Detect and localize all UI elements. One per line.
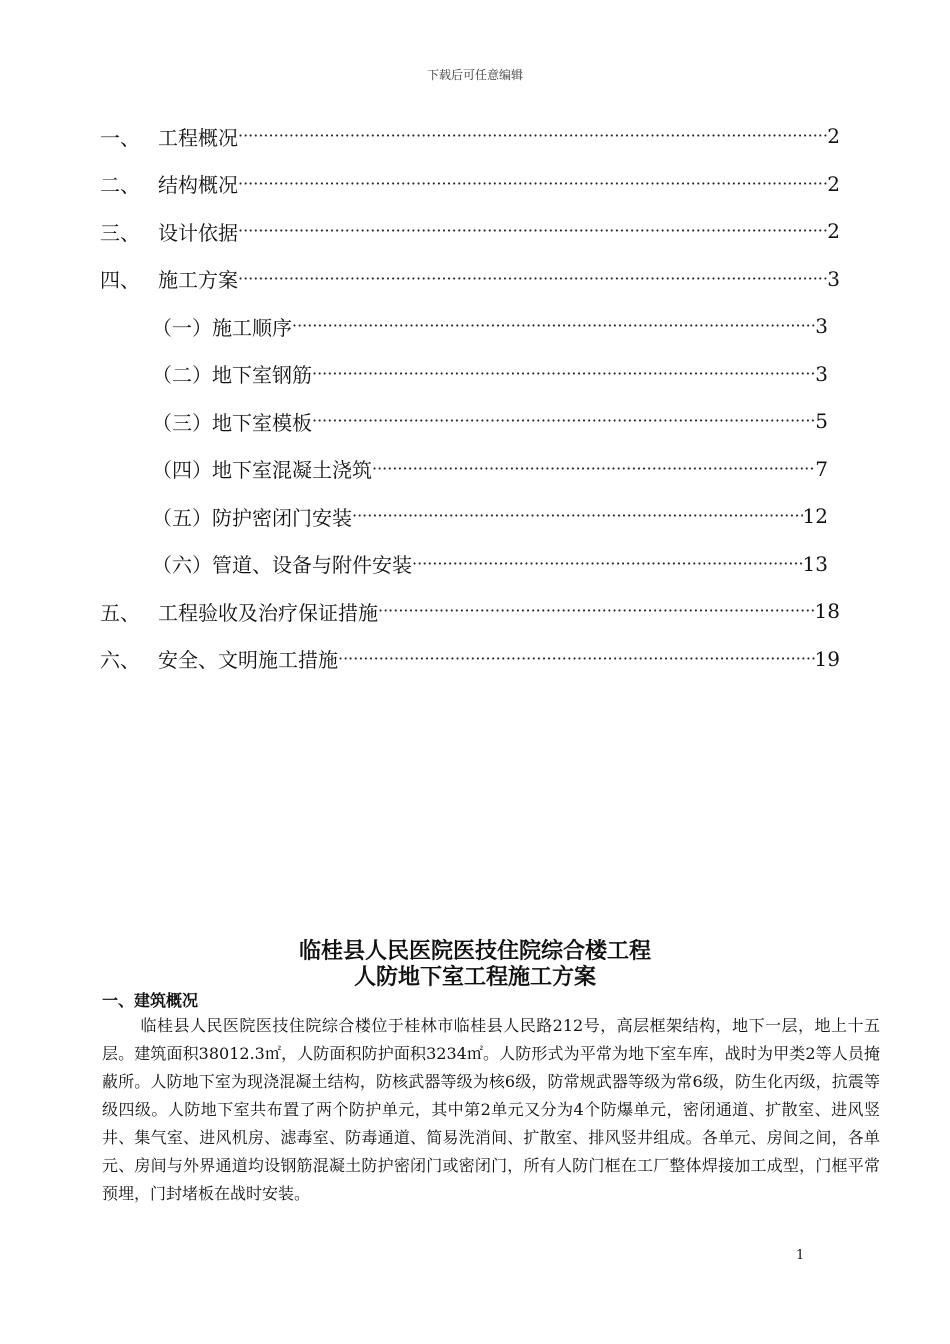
- toc-entry: [152, 501, 828, 531]
- toc-entry-title: 结构概况: [158, 173, 238, 197]
- toc-entry-number: 五、: [100, 600, 140, 625]
- toc-entry-title: 工程概况: [158, 125, 238, 150]
- toc-entry-page: 2: [827, 219, 840, 243]
- toc-entry-title: 工程验收及治疗保证措施: [158, 600, 378, 625]
- toc-entry: [100, 121, 840, 151]
- toc-entry-title: 地下室混凝土浇筑: [212, 458, 372, 482]
- section-body-text: 临桂县人民医院医技住院综合楼位于桂林市临桂县人民路212号，高层框架结构，地下一层，地上十五层。建筑面积38012.3㎡，人防面积防护面积3234㎡。人防形式为平常为地下室车库，战时为甲类2等人员掩蔽所。人防地下室为现浇混凝土结构，防核武器等级为核6级，防常规武器等级为常6级，防生化丙级，抗震等级四级。人防地下室共布置了两个防护单元，其中第2单元又分为4个防爆单元，密闭通道、扩散室、进风竖井、集气室、进风机房、滤毒室、防毒通道、简易洗消间、扩散室、排风竖井组成。各单元、房间之间，各单元、房间与外界通道均设钢筋混凝土防护密闭门或密闭门，所有人防门框在工厂整体焊接加工成型，门框平常预埋，门封堵板在战时安装。: [102, 1016, 880, 1203]
- toc-leader-dots: [312, 359, 815, 389]
- toc-entry-page: 5: [815, 409, 828, 433]
- toc-entry-number: （一）: [152, 315, 212, 340]
- toc-entry: [152, 406, 828, 436]
- toc-entry-page: 3: [815, 361, 828, 386]
- toc-leader-dots: [312, 406, 815, 436]
- toc-entry-page: 7: [815, 456, 828, 481]
- toc-entry-page: 18: [814, 599, 840, 623]
- toc-entry-page: 13: [802, 551, 828, 576]
- toc-entry-number: 三、: [100, 220, 140, 245]
- toc-entry-number: （六）: [152, 553, 212, 577]
- toc-entry-page: 2: [827, 124, 840, 148]
- section-body: [102, 1012, 880, 1208]
- toc-leader-dots: [238, 169, 827, 199]
- toc-entry-number: （四）: [152, 458, 212, 482]
- toc-leader-dots: [238, 216, 827, 246]
- toc-entry-title: 防护密闭门安装: [212, 505, 352, 530]
- toc-leader-dots: [338, 644, 815, 674]
- toc-leader-dots: [412, 549, 803, 579]
- toc-entry: [100, 644, 840, 674]
- toc-entry-page: 19: [814, 646, 840, 671]
- toc-entry-number: 一、: [100, 125, 140, 150]
- document-title-line-1: 临桂县人民医院医技住院综合楼工程: [298, 939, 651, 964]
- toc-leader-dots: [238, 121, 827, 151]
- toc-entry-page: 3: [815, 314, 828, 338]
- toc-leader-dots: [372, 454, 815, 484]
- toc-entry-number: （二）: [152, 363, 212, 387]
- document-title-line-2: 人防地下室工程施工方案: [353, 965, 596, 990]
- toc-entry-page: 2: [827, 171, 840, 196]
- toc-entry: [100, 264, 840, 294]
- toc-entry-title: 地下室钢筋: [212, 363, 312, 387]
- toc-entry: [152, 549, 828, 579]
- toc-entry-number: （三）: [152, 410, 212, 435]
- toc-entry-page: 12: [802, 504, 828, 528]
- toc-leader-dots: [292, 311, 815, 341]
- toc-entry-number: （五）: [152, 505, 212, 530]
- toc-entry-number: 四、: [100, 268, 140, 292]
- section-heading: 一、建筑概况: [102, 991, 199, 1010]
- toc-entry-page: 3: [827, 266, 840, 291]
- toc-entry: [152, 454, 828, 484]
- toc-leader-dots: [352, 501, 803, 531]
- toc-leader-dots: [378, 596, 815, 626]
- toc-entry: [100, 216, 840, 246]
- toc-entry: [100, 596, 840, 626]
- toc-entry-title: 设计依据: [158, 220, 238, 245]
- toc-entry: [152, 359, 828, 389]
- toc-entry-title: 施工方案: [158, 268, 238, 292]
- toc-leader-dots: [238, 264, 827, 294]
- toc-entry-title: 安全、文明施工措施: [158, 648, 338, 672]
- toc-entry: [152, 311, 828, 341]
- toc-entry: [100, 169, 840, 199]
- toc-entry-title: 施工顺序: [212, 315, 292, 340]
- toc-entry-title: 地下室模板: [212, 410, 312, 435]
- page-number: 1: [796, 1248, 805, 1263]
- toc-entry-number: 六、: [100, 648, 140, 672]
- toc-entry-number: 二、: [100, 173, 140, 197]
- toc-entry-title: 管道、设备与附件安装: [212, 553, 412, 577]
- header-note: 下载后可任意编辑: [426, 68, 523, 82]
